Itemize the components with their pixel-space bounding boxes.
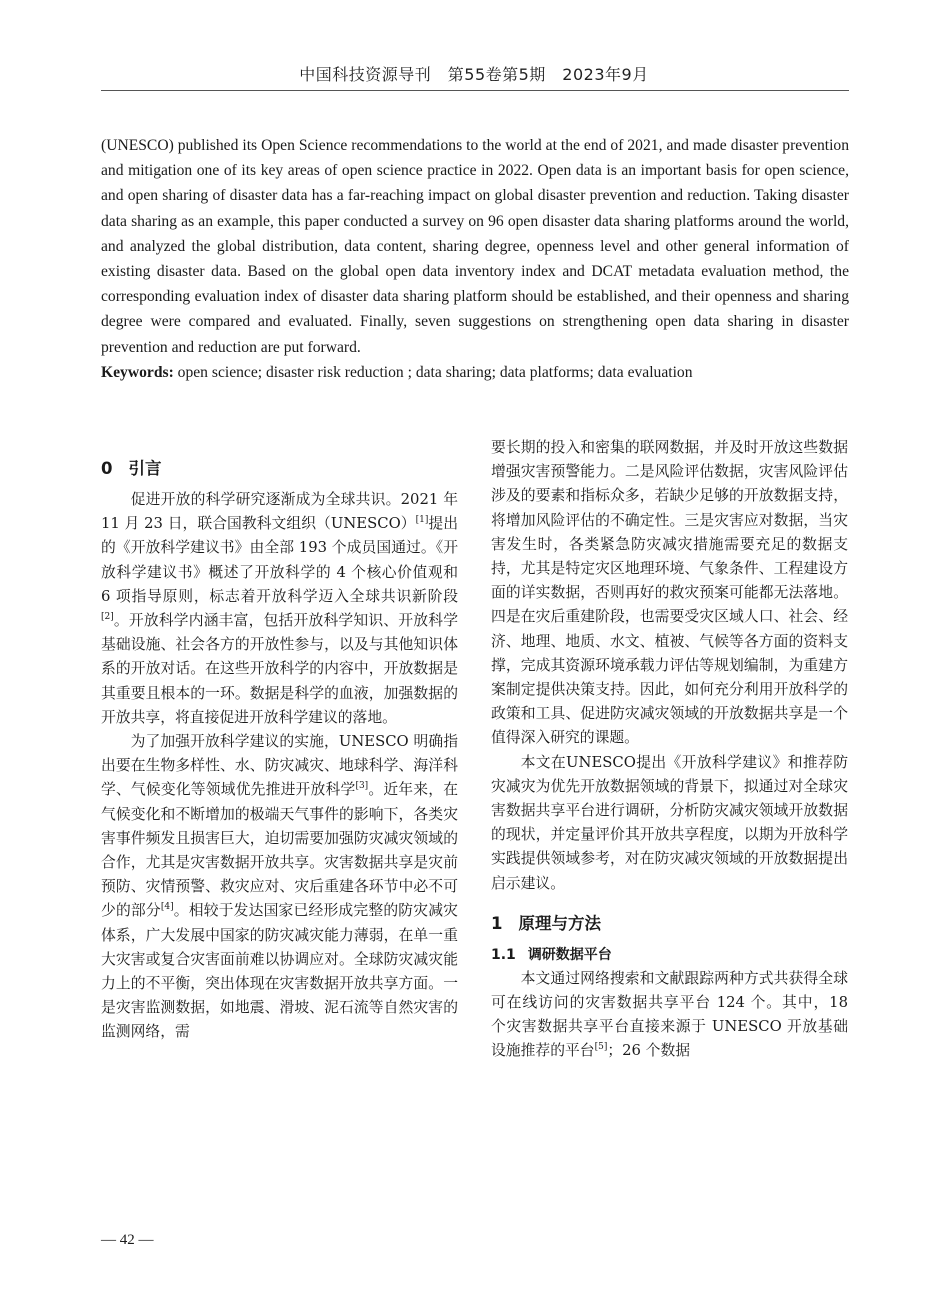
header-divider (101, 90, 849, 91)
intro-paragraph-2: 为了加强开放科学建议的实施，UNESCO 明确指出要在生物多样性、水、防灾减灾、地球科学、海洋科学、气候变化等领域优先推进开放科学[3]。近年来，在气候变化和不断增加的极端天气事件的影响下，各类灾害事件频发且损害巨大，迫切需要加强防灾减灾领域的合作，尤其是灾害数据开放共享。灾害数据共享是灾前预防、灾情预警、救灾应对、灾后重建各环节中必不可少的部分[4]。相较于发达国家已经形成完整的防灾减灾体系，广大发展中国家的防灾减灾能力薄弱，在单一重大灾害或复合灾害面前难以协调应对。全球防灾减灾能力上的不平衡，突出体现在灾害数据开放共享方面。一是灾害监测数据，如地震、滑坡、泥石流等自然灾害的监测网络，需 (101, 733, 458, 1041)
subsection-1-1-title: 调研数据平台 (527, 946, 612, 963)
method-paragraph-1: 本文通过网络搜索和文献跟踪两种方式共获得全球可在线访问的灾害数据共享平台 124 个。其中，18 个灾害数据共享平台直接来源于 UNESCO 开放基础设施推荐的平台[5]；26 个数据 (491, 969, 848, 1060)
section-0-heading (101, 458, 458, 480)
citation-5[interactable]: [5] (594, 1042, 608, 1053)
abstract-body: (UNESCO) published its Open Science recommendations to the world at the end of 2021, and made disaster prevention and mitigation one of its key areas of open science practice in 2022. Open data is an important basis for open science, and open sharing of disaster data has a far-reaching impact on global disaster prevention and reduction. Taking disaster data sharing as an example, this paper conducted a survey on 96 open disaster data sharing platforms around the world, and analyzed the global distribution, data content, sharing degree, openness level and other general information of existing disaster data. Based on the global open data inventory index and DCAT metadata evaluation method, the corresponding evaluation index of disaster data sharing platform should be established, and their openness and sharing degree were compared and evaluated. Finally, seven suggestions on strengthening open data sharing in disaster prevention and reduction are put forward. (101, 137, 849, 356)
intro-paragraph-1: 促进开放的科学研究逐渐成为全球共识。2021 年 11 月 23 日，联合国教科文组织（UNESCO）[1]提出的《开放科学建议书》由全部 193 个成员国通过。《开放科学建议书》概述了开放科学的 4 个核心价值观和 6 项指导原则，标志着开放科学迈入全球共识新阶段[2]。开放科学内涵丰富，包括开放科学知识、开放科学基础设施、社会各方的开放性参与，以及与其他知识体系的开放对话。在这些开放科学的内容中，开放数据是其重要且根本的一环。数据是科学的血液，加强数据的开放共享，将直接促进开放科学建议的落地。 (101, 491, 458, 726)
left-column (101, 458, 458, 1045)
citation-4[interactable]: [4] (160, 902, 174, 913)
section-0-title: 引言 (128, 459, 162, 478)
section-1-heading (491, 913, 848, 935)
right-column (491, 436, 848, 1064)
page-number: — 42 — (101, 1232, 154, 1248)
journal-running-header: 中国科技资源导刊 第55卷第5期 2023年9月 (299, 65, 649, 84)
keywords-text: open science; disaster risk reduction ; data sharing; data platforms; data evaluation (173, 363, 693, 381)
citation-1[interactable]: [1] (415, 515, 429, 526)
intro-paragraph-2-continued: 要长期的投入和密集的联网数据，并及时开放这些数据增强灾害预警能力。二是风险评估数据，灾害风险评估涉及的要素和指标众多，若缺少足够的开放数据支持，将增加风险评估的不确定性。三是灾害应对数据，当灾害发生时，各类紧急防灾减灾措施需要充足的数据支持，尤其是特定灾区地理环境、气象条件、工程建设方面的详实数据，否则再好的救灾预案可能都无法落地。四是在灾后重建阶段，也需要受灾区域人口、社会、经济、地理、地质、水文、植被、气候等各方面的资料支撑，完成其资源环境承载力评估等规划编制，为重建方案制定提供决策支持。因此，如何充分利用开放科学的政策和工具、促进防灾减灾领域的开放数据共享是一个值得深入研究的课题。 (491, 439, 848, 747)
subsection-1-1-number: 1.1 (491, 946, 516, 963)
english-abstract (101, 133, 849, 385)
section-gap (491, 896, 848, 913)
keywords-label: Keywords: (101, 363, 174, 381)
intro-paragraph-3: 本文在UNESCO提出《开放科学建议》和推荐防灾减灾为优先开放数据领域的背景下，拟通过对全球灾害数据共享平台进行调研，分析防灾减灾领域开放数据的现状，并定量评价其开放共享程度，以期为开放科学实践提供领域参考，对在防灾减灾领域的开放数据提出启示建议。 (491, 753, 848, 892)
citation-2[interactable]: [2] (101, 612, 114, 623)
section-1-title: 原理与方法 (518, 913, 601, 933)
section-0-number: 0 (101, 459, 113, 478)
section-1-number: 1 (491, 913, 503, 933)
keywords-line (101, 360, 849, 385)
subsection-1-1-heading (491, 943, 848, 967)
citation-3[interactable]: [3] (355, 781, 369, 792)
